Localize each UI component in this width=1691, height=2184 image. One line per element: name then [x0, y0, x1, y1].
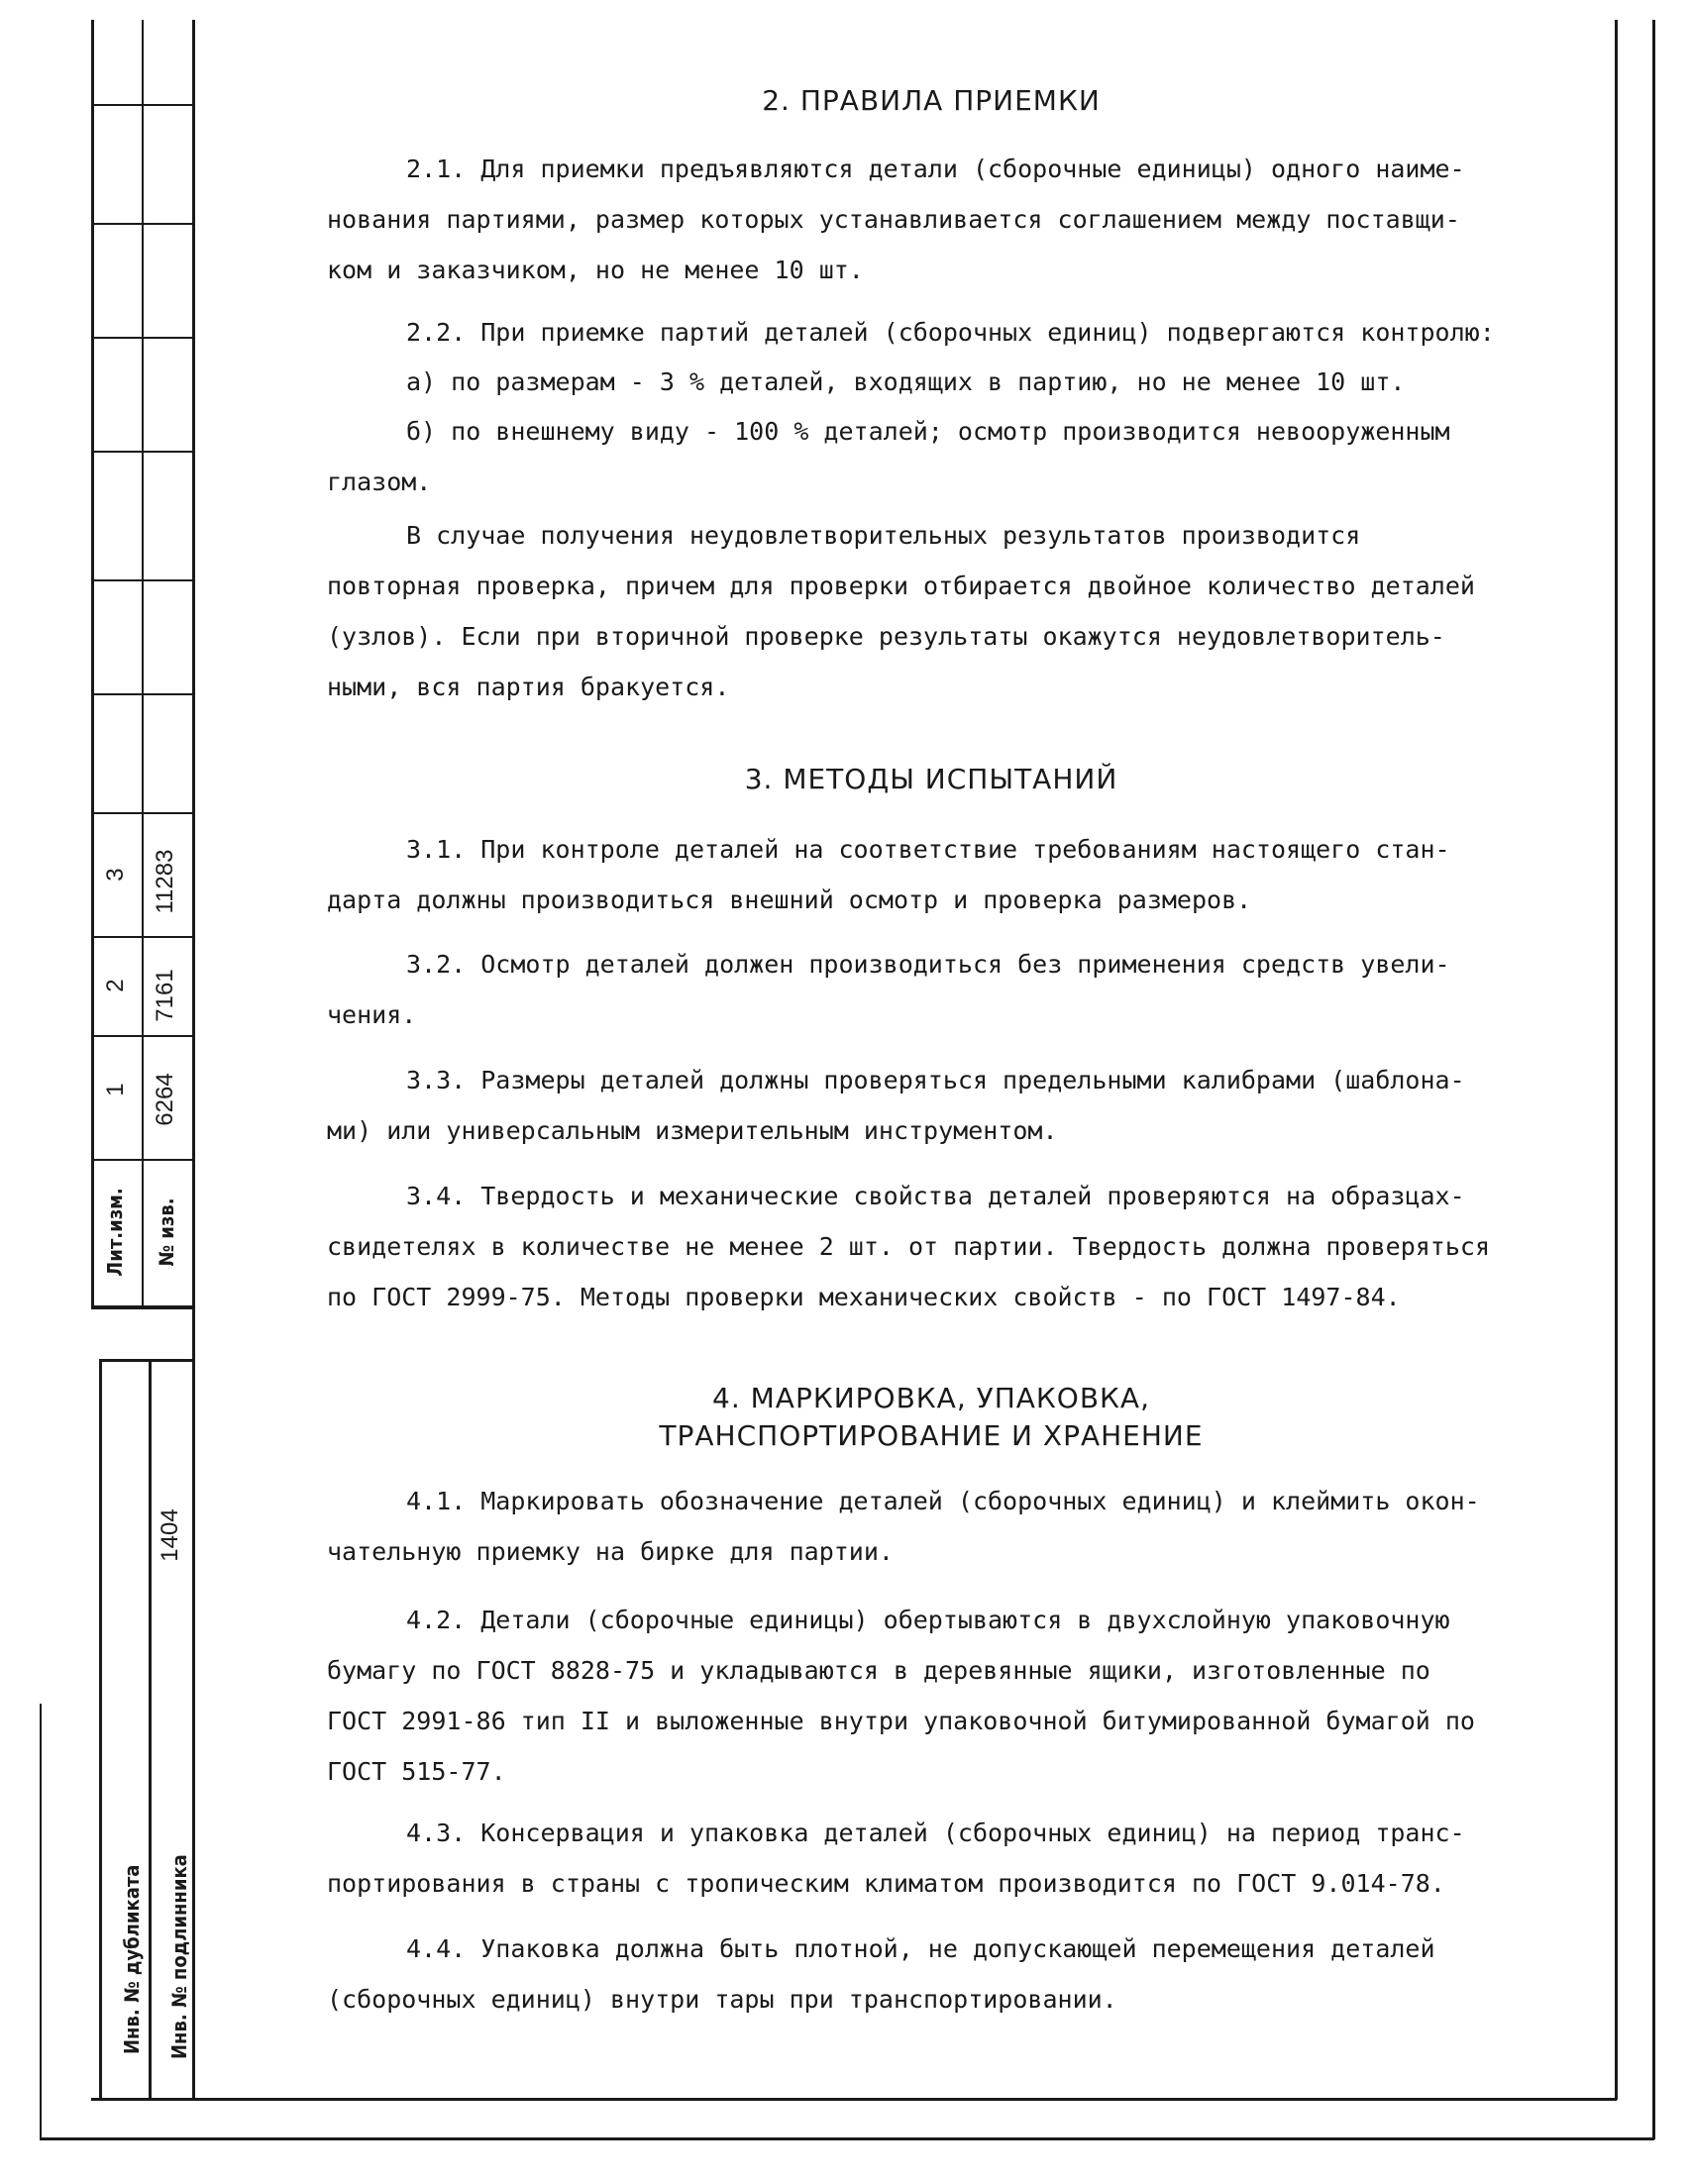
- stamp-hline: [91, 693, 194, 695]
- para-2-2: 2.2. При приемке партий деталей (сборочных единиц) подвергаются контролю:: [406, 318, 1495, 347]
- stamp-hline: [91, 104, 194, 106]
- para-2-2-a: а) по размерам - 3 % деталей, входящих в партию, но не менее 10 шт.: [406, 367, 1406, 396]
- para-2-2-b: б) по внешнему виду - 100 % деталей; осмотр производится невооруженным глазом.: [327, 417, 1450, 496]
- original-inventory-label: Инв. № подлинника: [167, 1854, 191, 2059]
- duplicate-inventory-label: Инв. № дубликата: [120, 1864, 144, 2054]
- stamp-hline: [91, 579, 194, 581]
- stamp-hline: [91, 1035, 194, 1037]
- para-4-3: 4.3. Консервация и упаковка деталей (сборочных единиц) на период транс- портирования в страны с тропическим климатом производится по ГОСТ 9.014-78.: [327, 1819, 1465, 1898]
- inv-block-left: [99, 1359, 102, 2100]
- frame-bottom-outer: [40, 2137, 1654, 2140]
- para-3-4: 3.4. Твердость и механические свойства деталей проверяются на образцах- свидетелях в количестве не менее 2 шт. от партии. Твердость должна проверяться по ГОСТ 2999-75. Методы проверки механических свойств - по ГОСТ 1497-84.: [327, 1182, 1490, 1311]
- stamp-hline: [91, 936, 194, 938]
- notice-label: № изв.: [155, 1197, 178, 1267]
- frame-bottom-inner: [91, 2098, 1617, 2101]
- para-4-4: 4.4. Упаковка должна быть плотной, не допускающей перемещения деталей (сборочных единиц) внутри тары при транспортировании.: [327, 1934, 1435, 2014]
- stamp-hline-bold: [91, 1305, 194, 1309]
- change-number: 2: [102, 979, 129, 992]
- para-3-1: 3.1. При контроле деталей на соответствие требованиям настоящего стан- дарта должны производиться внешний осмотр и проверка размеров.: [327, 835, 1450, 914]
- stamp-hline: [91, 812, 194, 814]
- section-4-heading: 4. МАРКИРОВКА, УПАКОВКА, ТРАНСПОРТИРОВАНИЕ И ХРАНЕНИЕ: [659, 1382, 1204, 1452]
- para-2-3: В случае получения неудовлетворительных результатов производится повторная проверка, причем для проверки отбирается двойное количество деталей (узлов). Если при вторичной проверке результаты окажутся неудовлетворитель- ными, вся партия бракуется.: [327, 521, 1475, 701]
- para-4-2: 4.2. Детали (сборочные единицы) обертываются в двухслойную упаковочную бумагу по ГОСТ 8828-75 и укладываются в деревянные ящики, изготовленные по ГОСТ 2991-86 тип II и выложенные внутри упаковочной битумированной бумагой по ГОСТ 515-77.: [327, 1606, 1475, 1786]
- para-3-2: 3.2. Осмотр деталей должен производиться без применения средств увели- чения.: [327, 950, 1450, 1029]
- stamp-hline: [91, 223, 194, 225]
- change-number: 3: [102, 868, 129, 882]
- inv-block-divider: [149, 1359, 152, 2100]
- notice-number: 6264: [152, 1073, 178, 1126]
- change-number: 1: [102, 1083, 129, 1096]
- section-2-heading: 2. ПРАВИЛА ПРИЕМКИ: [762, 84, 1101, 117]
- section-3-heading: 3. МЕТОДЫ ИСПЫТАНИЙ: [744, 763, 1118, 795]
- notice-number: 7161: [152, 969, 178, 1022]
- para-3-3: 3.3. Размеры деталей должны проверяться предельными калибрами (шаблона- ми) или универсальным измерительным инструментом.: [327, 1066, 1465, 1145]
- frame-right-inner: [1615, 20, 1618, 2100]
- stamp-col-divider-upper: [142, 20, 144, 1307]
- stamp-hline: [91, 451, 194, 453]
- notice-number: 11283: [152, 849, 178, 914]
- frame-left-border: [40, 1704, 42, 2139]
- para-4-1: 4.1. Маркировать обозначение деталей (сборочных единиц) и клеймить окон- чательную приемку на бирке для партии.: [327, 1487, 1480, 1566]
- inv-block-top: [99, 1359, 194, 1362]
- para-2-1: 2.1. Для приемки предъявляются детали (сборочные единицы) одного наиме- нования партиями, размер которых устанавливается соглашением между поставщи- ком и заказчиком, но не менее 10 шт.: [327, 155, 1465, 284]
- frame-right-outer: [1652, 20, 1655, 2139]
- change-label: Лит.изм.: [103, 1188, 127, 1277]
- stamp-hline: [91, 1159, 194, 1161]
- frame-left-inner: [192, 20, 195, 2100]
- frame-left-outer: [91, 20, 94, 1307]
- orig-inventory-value: 1404: [157, 1508, 183, 1562]
- stamp-hline: [91, 337, 194, 339]
